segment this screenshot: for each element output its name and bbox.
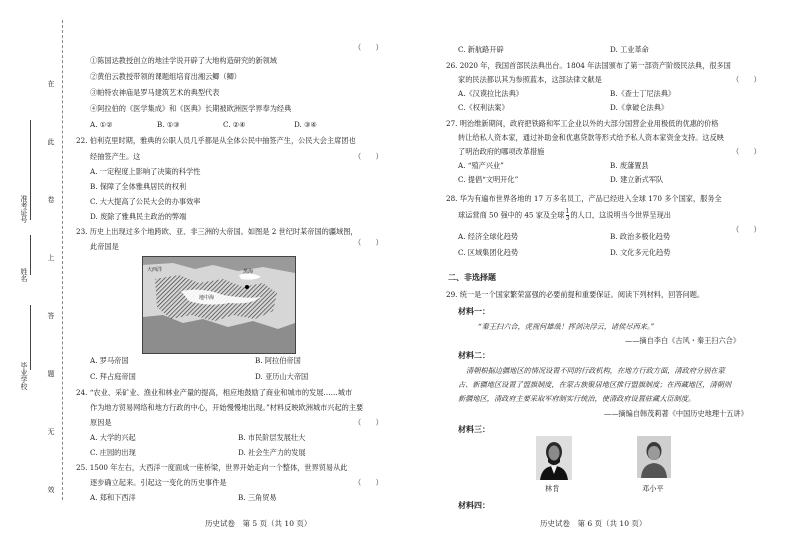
choice-a[interactable]: A. ①②: [90, 120, 113, 129]
answer-bracket: （ ）: [354, 43, 383, 52]
question-23: 23. 历史上出现过多个地跨欧、亚、非三洲的大帝国。如图是 2 世纪时某帝国的疆域图，: [76, 227, 358, 236]
question-26: 26. 2020 年，我国首部民法典出台。1804 年法国颁布了第一部资产阶级民法典，很多国: [446, 61, 731, 70]
page-footer: 历史试卷 第 5 页（共 10 页）: [205, 519, 312, 528]
choice-b[interactable]: B. 保障了全体雅典居民的权利: [90, 182, 187, 191]
answer-bracket: （ ）: [732, 75, 761, 84]
choice-b[interactable]: B. 阿拉伯帝国: [255, 356, 301, 365]
material-2-text: 清朝根据边疆地区的情况设置不同的行政机构，在地方行政方面，清政府分别在蒙: [466, 366, 725, 375]
portrait-deng: [637, 436, 671, 478]
choice-a[interactable]: A. 经济全球化趋势: [458, 232, 519, 241]
choice-c[interactable]: C. ②④: [223, 120, 246, 129]
choice-c[interactable]: C. 大大提高了公民大会的办事效率: [90, 197, 201, 206]
choice-a[interactable]: A. “殖产兴业”: [458, 161, 504, 170]
margin-char: 上: [47, 254, 55, 261]
map-graphic: [143, 257, 295, 353]
question-27-cont: 了明治政府的哪项改革措施: [458, 147, 545, 156]
choice-b[interactable]: B. 政治多极化趋势: [610, 232, 671, 241]
material-4-label: 材料四：: [458, 500, 490, 510]
section-heading: 二、非选择题: [448, 272, 496, 282]
choice-c[interactable]: C. 拜占庭帝国: [90, 372, 136, 381]
choice-d[interactable]: D. 文化多元化趋势: [610, 248, 671, 257]
question-25-cont: 逐步确立起来。引起这一变化的历史事件是: [90, 478, 227, 487]
fraction: [566, 209, 570, 222]
choice-d[interactable]: D. 建立新式军队: [610, 175, 664, 184]
material-2-label: 材料二：: [458, 350, 490, 360]
answer-bracket: （ ）: [732, 147, 761, 156]
option-statement: ④阿拉伯的《医学集成》和《医典》长期被欧洲医学界奉为经典: [90, 104, 292, 113]
map-label: 大西洋: [147, 267, 163, 273]
q28-text-b: 的人口，这说明当今世界呈现出: [570, 210, 671, 220]
option-statement: ①陈国达教授创立的地洼学说开辟了大地构造研究的新领域: [90, 56, 277, 65]
question-22: 22. 伯利克里时期，雅典的公职人员几乎都是从全体公民中抽签产生，公民大会主席团也: [76, 136, 356, 145]
fraction-numerator: 1: [565, 208, 570, 215]
choice-d[interactable]: D. 废除了雅典民主政治的弊端: [90, 212, 187, 221]
name-label: 姓名: [20, 268, 28, 282]
choice-d[interactable]: D.《拿破仑法典》: [610, 103, 669, 112]
question-25: 25. 1500 年左右，大西洋一度面成一座桥梁，世界开始走向一个整体，世界贸易从此: [76, 463, 348, 472]
person-icon: [637, 436, 671, 478]
map-label: 地中海: [199, 295, 215, 301]
question-24: 24. “农业、采矿业、渔业和林业产量的提高，相应地鼓励了商业和城市的发展……城市: [76, 388, 353, 397]
question-24-cont: 原因是: [90, 418, 112, 427]
choice-a[interactable]: A. 郑和下西洋: [90, 493, 136, 502]
question-27: 27. 明治维新期间，政府把铁路和军工企业以外的大部分国营企业用极低的优惠的价格: [446, 119, 719, 128]
portrait-caption: 邓小平: [642, 484, 664, 493]
material-1-label: 材料一：: [458, 306, 490, 316]
material-2-text: 新疆地区，清政府主要采取军府制实行统治，使清政府设置驻藏大臣制度。: [458, 394, 696, 403]
material-2-source: ——摘编自韩茂莉著《中国历史地理十五讲》: [604, 409, 748, 418]
material-2-text: 古、新疆地区设置了盟旗制度，在蒙古族聚居地区推行盟旗制度；在西藏地区，清朝则: [458, 380, 732, 389]
portrait-caption: 林肯: [545, 484, 560, 493]
school-label: 毕业学校: [20, 362, 28, 390]
margin-char: 此: [47, 138, 55, 145]
field-line: [30, 235, 31, 275]
material-1-source: ——摘自李白《古风・秦王扫六合》: [625, 336, 741, 345]
choice-c[interactable]: C. 庄园的出现: [90, 448, 136, 457]
margin-char: 效: [47, 486, 55, 493]
binding-line: [62, 20, 63, 500]
answer-bracket: （ ）: [354, 478, 383, 487]
question-29: 29. 统一是一个国家繁荣富强的必要前提和重要保证。阅读下列材料，回答问题。: [446, 290, 705, 299]
option-statement: ②黄伯云教授带领的课题组培育出湘云鲫（鲫）: [90, 72, 241, 81]
choice-a[interactable]: A. 罗马帝国: [90, 356, 129, 365]
choice-a[interactable]: A. 一定程度上影响了决策的科学性: [90, 167, 201, 176]
answer-bracket: （ ）: [354, 238, 383, 247]
question-28-cont: [458, 209, 671, 222]
margin-char: 卷: [47, 196, 55, 203]
choice-d[interactable]: D. 亚历山大帝国: [255, 372, 309, 381]
margin-char: 答: [47, 312, 55, 319]
person-icon: [536, 436, 572, 480]
choice-c[interactable]: C. 新航路开辟: [458, 45, 504, 54]
material-3-label: 材料三：: [458, 424, 490, 434]
answer-bracket: （ ）: [354, 418, 383, 427]
question-26-cont: 家的民法都以其为参照蓝本，这部法律文献是: [458, 75, 602, 84]
margin-char: 在: [47, 80, 55, 87]
answer-bracket: （ ）: [732, 225, 761, 234]
map-label: 黑海: [243, 269, 254, 275]
choice-b[interactable]: B. 废藩置县: [610, 161, 649, 170]
choice-a[interactable]: A. 大学的兴起: [90, 433, 136, 442]
answer-bracket: （ ）: [354, 152, 383, 161]
fraction-denominator: 3: [565, 215, 570, 222]
question-28: 28. 华为有遍布世界各地的 17 万多名员工，产品已经进入全球 170 多个国家，服务全: [446, 194, 722, 203]
question-22-cont: 经抽签产生。这: [90, 152, 141, 161]
question-24-cont: 作为地方贸易网络和地方行政的中心，开始慢慢地出现。”材料反映欧洲城市兴起的主要: [90, 403, 364, 412]
choice-b[interactable]: B.《查士丁尼法典》: [610, 89, 676, 98]
choice-c[interactable]: C. 区域集团化趋势: [458, 248, 519, 257]
choice-c[interactable]: C. 提倡“文明开化”: [458, 175, 519, 184]
choice-d[interactable]: D. 社会生产力的发展: [238, 448, 306, 457]
option-statement: ③帕特农神庙是罗马建筑艺术的典型代表: [90, 88, 220, 97]
portrait-lincoln: [536, 436, 572, 480]
margin-char: 无: [47, 428, 55, 435]
choice-b[interactable]: B. 三角贸易: [238, 493, 277, 502]
page-footer: 历史试卷 第 6 页（共 10 页）: [540, 519, 647, 528]
material-1-text: “秦王扫六合，虎视何雄哉！挥剑决浮云，诸侯尽西来。”: [478, 322, 655, 331]
choice-c[interactable]: C.《权利法案》: [458, 103, 509, 112]
field-line: [30, 120, 31, 220]
q28-text-a: 球运营商 50 强中的 45 家及全球: [458, 210, 565, 220]
empire-map: [142, 256, 296, 354]
field-line: [30, 305, 31, 370]
margin-char: 题: [47, 370, 55, 377]
choice-d[interactable]: D. 工业革命: [610, 45, 649, 54]
exam-id-label: 准考证号: [20, 195, 28, 223]
choice-a[interactable]: A.《汉谟拉比法典》: [458, 89, 523, 98]
choice-b[interactable]: B. 市民阶层发展壮大: [238, 433, 306, 442]
question-27-cont: 转让给私人资本家，通过补助金和优惠贷款等形式给予私人资本家资金支持。这反映: [458, 133, 724, 142]
choice-d[interactable]: D. ③④: [294, 120, 317, 129]
choice-b[interactable]: B. ①③: [157, 120, 180, 129]
question-23-cont: 此帝国是: [90, 242, 119, 251]
